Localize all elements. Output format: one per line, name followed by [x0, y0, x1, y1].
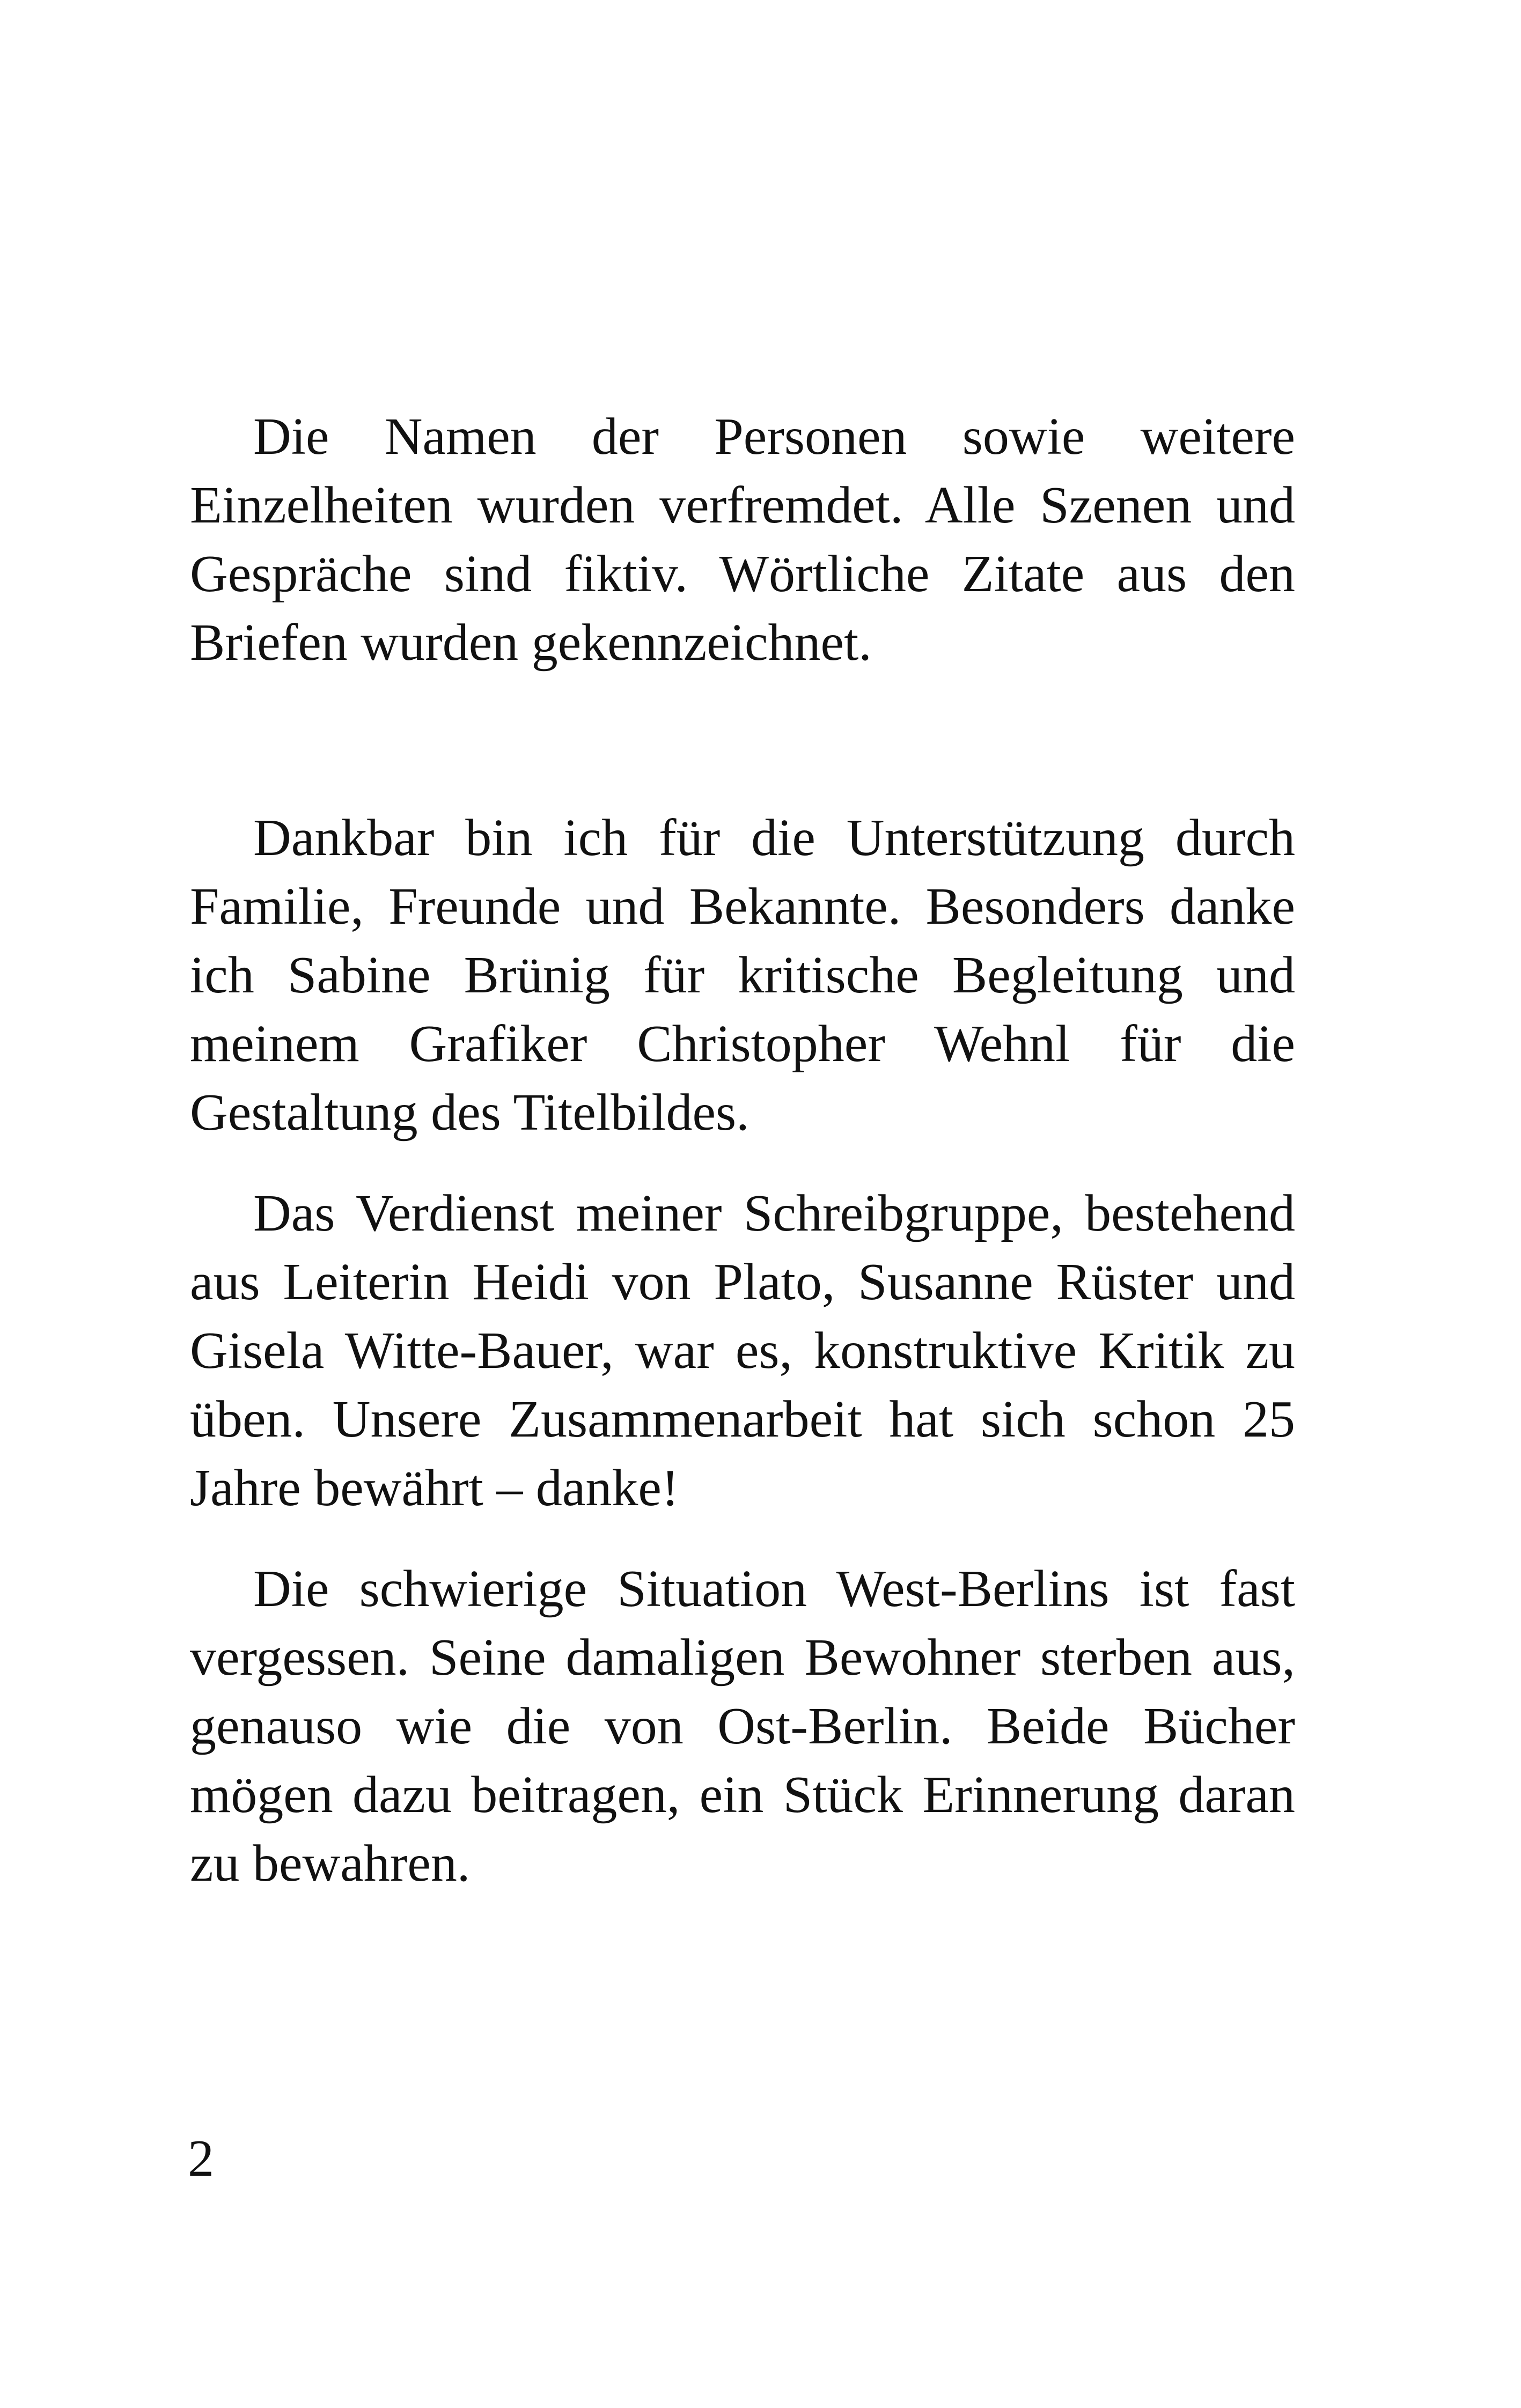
paragraph-fiction-notice: Die Namen der Personen sowie weitere Einzelheiten wurden verfremdet. Alle Szenen und Gespräche sind fiktiv. Wörtliche Zitate aus den Briefen wurden gekennzeichnet. — [190, 408, 1295, 672]
notice-section — [190, 402, 1295, 677]
paragraph-thanks-family: Dankbar bin ich für die Unterstützung durch Familie, Freunde und Bekannte. Besonders danke ich Sabine Brünig für kritische Begleitung und meinem Grafiker Christopher Wehnl für die Gestaltung des Titelbildes. — [190, 809, 1295, 1142]
paragraph-thanks-writing-group: Das Verdienst meiner Schreibgruppe, bestehend aus Leiterin Heidi von Plato, Susanne Rüster und Gisela Witte-Bauer, war es, konstruktive Kritik zu üben. Unsere Zusammenarbeit hat sich schon 25 Jahre bewährt – danke! — [190, 1184, 1295, 1517]
page-number: 2 — [188, 2130, 214, 2188]
acknowledgements-section — [190, 804, 1295, 1898]
paragraph-west-berlin: Die schwierige Situation West-Berlins ist fast vergessen. Seine damaligen Bewohner sterben aus, genauso wie die von Ost-Berlin. Beide Bücher mögen dazu beitragen, ein Stück Erinnerung daran zu bewahren. — [190, 1560, 1295, 1892]
